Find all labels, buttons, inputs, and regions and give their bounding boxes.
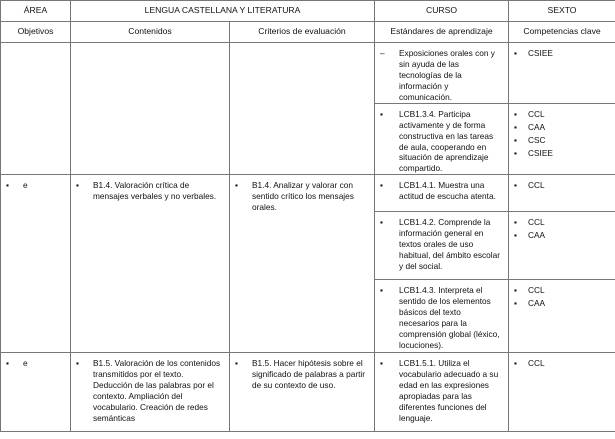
square-bullet-icon: ▪: [514, 217, 517, 228]
standard-cell: [375, 43, 509, 104]
square-bullet-icon: ▪: [514, 48, 517, 58]
square-bullet-icon: ▪: [235, 180, 238, 191]
square-bullet-icon: ▪: [514, 285, 517, 296]
column-header-row: [1, 22, 615, 43]
standard-cell: [375, 103, 509, 175]
list-item: ▪ CCL: [514, 108, 545, 119]
criterios-cell: [230, 353, 375, 432]
list-item: ▪ CSIEE: [514, 147, 553, 158]
square-bullet-icon: ▪: [514, 298, 517, 309]
table-row: [1, 353, 615, 432]
square-bullet-icon: ▪: [76, 358, 79, 369]
square-bullet-icon: ▪: [76, 180, 79, 191]
col-header-objetivos: Objetivos: [1, 22, 71, 43]
square-bullet-icon: ▪: [514, 230, 517, 241]
col-header-estandares: Estándares de aprendizaje: [375, 22, 509, 43]
standard-cell: [375, 353, 509, 432]
col-header-competencias: Competencias clave: [509, 22, 615, 43]
list-item: ▪ B1.5. Hacer hipótesis sobre el significado de palabras a partir de su contexto de uso.: [235, 358, 365, 391]
criterios-cell: [230, 175, 375, 353]
square-bullet-icon: ▪: [380, 358, 383, 369]
list-item: ▪ CSC: [514, 134, 546, 145]
competencias-cell: [509, 43, 615, 104]
dash-bullet-icon: –: [380, 48, 385, 58]
square-bullet-icon: ▪: [514, 180, 517, 191]
list-item: ▪ CAA: [514, 298, 546, 309]
list-item: ▪ CCL: [514, 180, 545, 191]
criterios-cell: [230, 43, 375, 175]
contenidos-cell: [71, 353, 230, 432]
subject-title: LENGUA CASTELLANA Y LITERATURA: [71, 1, 375, 22]
contenidos-cell: [71, 43, 230, 175]
list-item: ▪ B1.4. Analizar y valorar con sentido crítico los mensajes orales.: [235, 180, 354, 213]
competencias-cell: [509, 175, 615, 212]
title-row: [1, 1, 615, 22]
list-item: ▪ B1.5. Valoración de los contenidos transmitidos por el texto. Deducción de las palabras por el contexto. Ampliación del vocabulario. Creación de redes semánticas: [76, 358, 221, 423]
list-item: ▪ CCL: [514, 358, 545, 369]
table-row: [1, 175, 615, 212]
competencias-cell: [509, 103, 615, 175]
course-value: SEXTO: [509, 1, 615, 22]
square-bullet-icon: ▪: [514, 358, 517, 369]
square-bullet-icon: ▪: [380, 217, 383, 228]
contenidos-cell: [71, 175, 230, 353]
objetivos-cell: [1, 353, 71, 432]
list-item: – Exposiciones orales con y sin ayuda de las tecnologías de la información y comunicación.: [380, 48, 495, 102]
square-bullet-icon: ▪: [380, 108, 383, 119]
standard-cell: [375, 280, 509, 353]
competencias-cell: [509, 280, 615, 353]
area-label: ÁREA: [1, 1, 71, 22]
standard-cell: [375, 212, 509, 280]
list-item: ▪ B1.4. Valoración crítica de mensajes verbales y no verbales.: [76, 180, 217, 202]
square-bullet-icon: ▪: [235, 358, 238, 369]
square-bullet-icon: ▪: [380, 180, 383, 191]
course-label: CURSO: [375, 1, 509, 22]
list-item: ▪ CSIEE: [514, 48, 553, 58]
list-item: ▪ e: [6, 358, 28, 369]
square-bullet-icon: ▪: [6, 180, 9, 191]
list-item: ▪ CCL: [514, 285, 545, 296]
square-bullet-icon: ▪: [514, 134, 517, 145]
competencias-cell: [509, 212, 615, 280]
list-item: ▪ e: [6, 180, 28, 191]
list-item: ▪ CAA: [514, 121, 546, 132]
list-item: ▪ LCB1.4.3. Interpreta el sentido de los elementos básicos del texto necesarios para la comprensión global (léxico, locuciones).: [380, 285, 500, 350]
square-bullet-icon: ▪: [380, 285, 383, 296]
col-header-criterios: Criterios de evaluación: [230, 22, 375, 43]
list-item: ▪ LCB1.4.1. Muestra una actitud de escucha atenta.: [380, 180, 496, 202]
standard-cell: [375, 175, 509, 212]
square-bullet-icon: ▪: [6, 358, 9, 369]
square-bullet-icon: ▪: [514, 108, 517, 119]
table-row: [1, 43, 615, 104]
objetivos-cell: [1, 175, 71, 353]
competencias-cell: [509, 353, 615, 432]
list-item: ▪ CCL: [514, 217, 545, 228]
square-bullet-icon: ▪: [514, 147, 517, 158]
list-item: ▪ LCB1.3.4. Participa activamente y de forma constructiva en las tareas de aula, cooperando en situación de aprendizaje compartido.: [380, 108, 494, 174]
list-item: ▪ LCB1.4.2. Comprende la información general en textos orales de uso habitual, del ámbito escolar y del social.: [380, 217, 501, 272]
objetivos-cell: [1, 43, 71, 175]
col-header-contenidos: Contenidos: [71, 22, 230, 43]
list-item: ▪ LCB1.5.1. Utiliza el vocabulario adecuado a su edad en las expresiones apropiadas para las diferentes funciones del lenguaje.: [380, 358, 499, 423]
square-bullet-icon: ▪: [514, 121, 517, 132]
list-item: ▪ CAA: [514, 230, 546, 241]
